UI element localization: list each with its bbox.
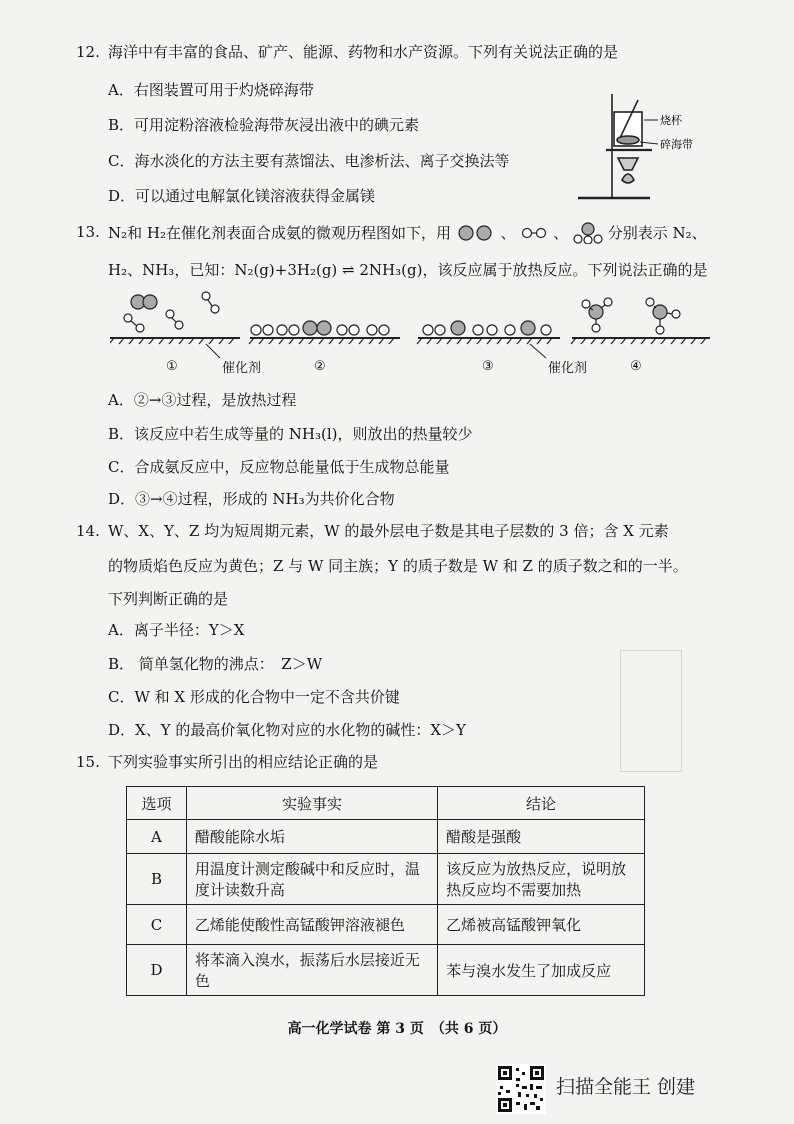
burning-apparatus-figure [570,90,710,205]
row-option: B [127,854,187,905]
row-fact: 乙烯能使酸性高锰酸钾溶液褪色 [186,905,437,945]
row-fact: 将苯滴入溴水，振荡后水层接近无色 [186,945,437,996]
q14-option-c: C．W 和 X 形成的化合物中一定不含共价键 [108,688,400,706]
table-row [127,820,645,854]
q13-stem-sep1: 、 [500,224,516,242]
row-conclusion: 苯与溴水发生了加成反应 [438,945,645,996]
q12-option-d: D．可以通过电解氯化镁溶液获得金属镁 [108,187,376,205]
q13-stem-part2: 分别表示 N₂、 [607,224,707,242]
step-1-label: ① [166,359,178,374]
qr-code-icon [496,1064,546,1114]
q13-number: 13. [76,223,100,241]
step-2-label: ② [314,359,326,374]
q13-stem-line1 [108,222,707,244]
row-fact: 用温度计测定酸碱中和反应时，温度计读数升高 [186,854,437,905]
q12-option-c: C．海水淡化的方法主要有蒸馏法、电渗析法、离子交换法等 [108,152,510,170]
experiment-table [126,786,645,996]
table-row [127,905,645,945]
q14-stem-line2: 的物质焰色反应为黄色；Z 与 W 同主族；Y 的质子数是 W 和 Z 的质子数之和的一半。 [108,557,688,575]
header-option: 选项 [127,787,187,820]
row-option: A [127,820,187,854]
h2-molecule-icon [520,225,548,241]
q14-stem-line3: 下列判断正确的是 [108,590,229,608]
q13-stem-line2: H₂、NH₃，已知：N₂(g)+3H₂(g) ⇌ 2NH₃(g)，该反应属于放热反应。下列说法正确的是 [108,261,708,279]
step-3-label: ③ [482,359,494,374]
q12-option-b: B．可用淀粉溶液检验海带灰浸出液中的碘元素 [108,116,420,134]
catalyst-label-left: 催化剂 [222,361,262,376]
q13-option-d: D．③→④过程，形成的 NH₃为共价化合物 [108,490,395,508]
q13-option-c: C．合成氨反应中，反应物总能量低于生成物总能量 [108,458,450,476]
q14-option-b: B． 简单氢化物的沸点： Z＞W [108,655,323,673]
table-row [127,854,645,905]
header-conclusion: 结论 [438,787,645,820]
q14-option-d: D．X、Y 的最高价氧化物对应的水化物的碱性：X＞Y [108,721,466,739]
header-fact: 实验事实 [186,787,437,820]
row-option: D [127,945,187,996]
row-conclusion: 乙烯被高锰酸钾氧化 [438,905,645,945]
q15-number: 15. [76,753,100,771]
q12-option-a: A．右图装置可用于灼烧碎海带 [108,81,314,99]
nh3-molecule-icon [573,222,603,244]
q14-stem-line1: W、X、Y、Z 均为短周期元素，W 的最外层电子数是其电子层数的 3 倍；含 X 元素 [108,522,669,540]
step-4-label: ④ [630,359,642,374]
row-fact: 醋酸能除水垢 [186,820,437,854]
ammonia-synthesis-diagram [110,288,710,378]
table-header-row [127,787,645,820]
q15-stem: 下列实验事实所引出的相应结论正确的是 [108,753,379,771]
q14-number: 14. [76,522,100,540]
row-conclusion: 该反应为放热反应，说明放热反应均不需要加热 [438,854,645,905]
catalyst-label-right: 催化剂 [548,361,588,376]
q13-option-b: B．该反应中若生成等量的 NH₃(l)，则放出的热量较少 [108,425,473,443]
bleed-through-box [620,650,682,772]
row-option: C [127,905,187,945]
scanner-watermark: 扫描全能王 创建 [556,1076,696,1098]
q13-option-a: A．②→③过程，是放热过程 [108,391,297,409]
q13-stem-part1: N₂和 H₂在催化剂表面合成氨的微观历程图如下，用 [108,224,452,242]
q12-stem: 海洋中有丰富的食品、矿产、能源、药物和水产资源。下列有关说法正确的是 [108,43,619,61]
q12-number: 12. [76,43,100,61]
seaweed-label: 碎海带 [660,138,693,151]
q13-stem-sep2: 、 [553,224,569,242]
q14-option-a: A．离子半径：Y＞X [108,621,245,639]
n2-molecule-icon [456,225,496,241]
beaker-label: 烧杯 [660,114,682,127]
page-footer: 高一化学试卷 第 3 页 （共 6 页） [287,1021,507,1037]
table-row [127,945,645,996]
row-conclusion: 醋酸是强酸 [438,820,645,854]
